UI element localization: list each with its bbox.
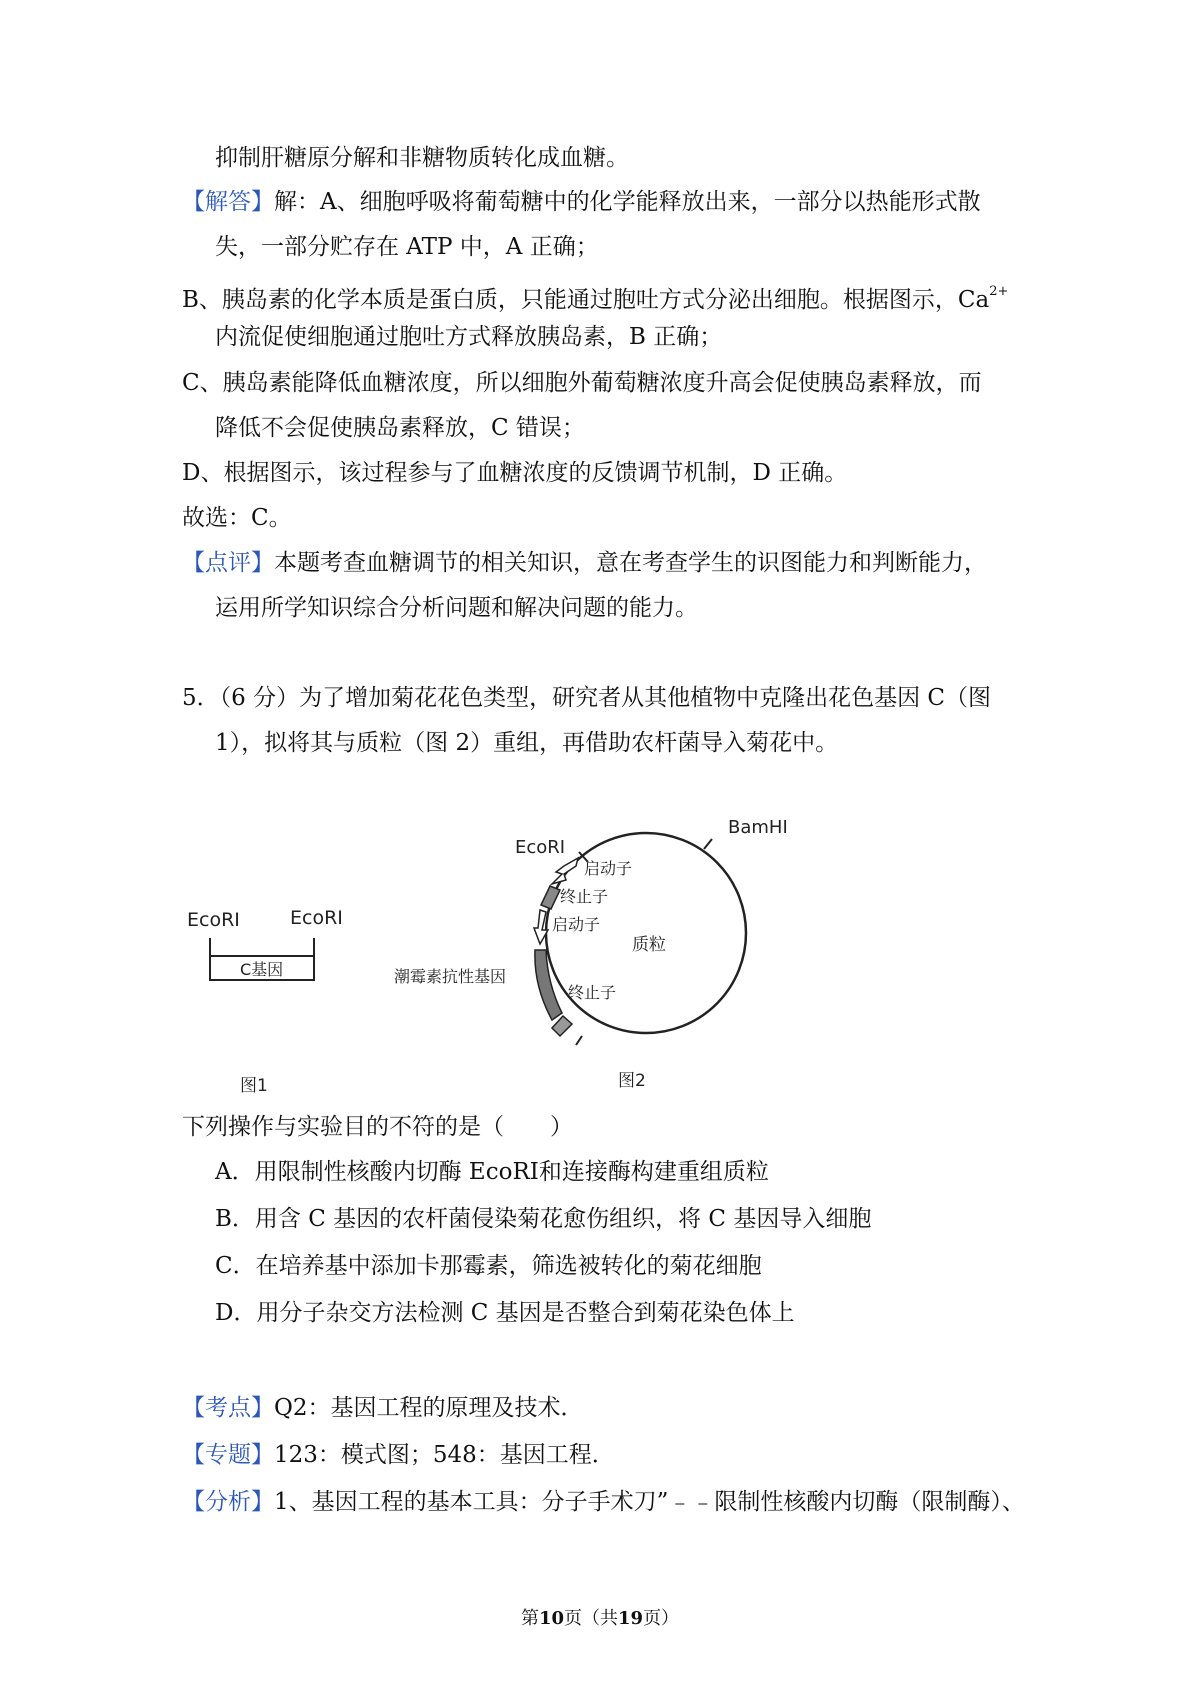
fenxi-line — [182, 1486, 1025, 1518]
fenxi-text: 1、基因工程的基本工具：分子手术刀”﹣﹣限制性核酸内切酶（限制酶）、 — [274, 1489, 1025, 1515]
resistance-gene-label: 潮霉素抗性基因 — [394, 967, 507, 986]
promoter-arrow-1 — [552, 858, 578, 884]
page-footer — [0, 1607, 1200, 1631]
zhuanti-tag: 【专题】 — [182, 1442, 274, 1468]
zhuanti-line — [182, 1439, 615, 1471]
text-line: 失，一部分贮存在 ATP 中，A 正确； — [215, 234, 599, 260]
terminator-label-2: 终止子 — [568, 983, 617, 1002]
zhuanti-text: 123：模式图；548：基因工程． — [274, 1442, 615, 1468]
promoter-label-1: 启动子 — [584, 859, 633, 878]
kaodian-text: Q2：基因工程的原理及技术． — [274, 1395, 584, 1421]
fenxi-tag: 【分析】 — [182, 1489, 274, 1515]
comment-text: 本题考查血糖调节的相关知识，意在考查学生的识图能力和判断能力， — [274, 550, 987, 576]
terminator-block-2 — [552, 1016, 572, 1036]
option-b: B．用含 C 基因的农杆菌侵染菊花愈伤组织，将 C 基因导入细胞 — [215, 1206, 872, 1232]
answer-tag: 【解答】 — [182, 189, 274, 215]
text-line: 运用所学知识综合分析问题和解决问题的能力。 — [215, 595, 698, 621]
text-line: 降低不会促使胰岛素释放，C 错误； — [215, 415, 585, 441]
footer-text: 第 — [520, 1608, 539, 1629]
footer-text: 页（共 — [564, 1608, 618, 1629]
kaodian-line — [182, 1392, 584, 1424]
plasmid-label: 质粒 — [632, 935, 666, 955]
answer-line — [182, 186, 981, 218]
comment-tag: 【点评】 — [182, 550, 274, 576]
text-line: D、根据图示，该过程参与了血糖浓度的反馈调节机制，D 正确。 — [182, 460, 848, 486]
fig1-ecori-left-label: EcoRⅠ — [187, 909, 240, 931]
ecori-label: EcoRⅠ — [515, 837, 566, 858]
b-text: B、胰岛素的化学本质是蛋白质，只能通过胞吐方式分泌出细胞。根据图示，Ca — [182, 287, 990, 313]
bamhi-label: BamHⅠ — [728, 817, 788, 838]
kaodian-tag: 【考点】 — [182, 1395, 274, 1421]
terminator-label-1: 终止子 — [560, 887, 609, 906]
option-d: D．用分子杂交方法检测 C 基因是否整合到菊花染色体上 — [215, 1300, 795, 1326]
question-stem: 1），拟将其与质粒（图 2）重组，再借助农杆菌导入菊花中。 — [215, 730, 839, 756]
fig2-caption: 图2 — [618, 1071, 646, 1091]
text-line: C、胰岛素能降低血糖浓度，所以细胞外葡萄糖浓度升高会促使胰岛素释放，而 — [182, 370, 982, 396]
resistance-gene-block — [535, 950, 562, 1020]
terminator-block-1 — [541, 886, 560, 909]
bamhi-tick — [704, 839, 712, 849]
text-line: 故选：C。 — [182, 505, 292, 531]
answer-text: 解：A、细胞呼吸将葡萄糖中的化学能释放出来，一部分以热能形式散 — [274, 189, 981, 215]
c-gene-label: C基因 — [240, 960, 284, 979]
comment-line — [182, 547, 987, 579]
page-total: 19 — [618, 1608, 644, 1629]
ca-superscript: 2+ — [989, 284, 1009, 299]
page-number: 10 — [538, 1608, 564, 1629]
plasmid-tick-bottom — [576, 1036, 582, 1045]
question-prompt: 下列操作与实验目的不符的是（ ） — [182, 1114, 573, 1140]
gene-plasmid-figure — [180, 808, 830, 1098]
text-line: 抑制肝糖原分解和非糖物质转化成血糖。 — [215, 145, 629, 171]
fig1-caption: 图1 — [240, 1076, 268, 1096]
question-stem: 5．（6 分）为了增加菊花花色类型，研究者从其他植物中克隆出花色基因 C（图 — [182, 685, 991, 711]
fig1-ecori-right-label: EcoRⅠ — [290, 907, 343, 929]
text-line: 内流促使细胞通过胞吐方式释放胰岛素，B 正确； — [215, 324, 723, 350]
option-a: A．用限制性核酸内切酶 EcoRⅠ和连接酶构建重组质粒 — [215, 1159, 769, 1185]
option-c: C．在培养基中添加卡那霉素，筛选被转化的菊花细胞 — [215, 1253, 762, 1279]
footer-text: 页） — [643, 1608, 680, 1629]
promoter-label-2: 启动子 — [552, 915, 601, 934]
b-line — [182, 276, 1008, 316]
